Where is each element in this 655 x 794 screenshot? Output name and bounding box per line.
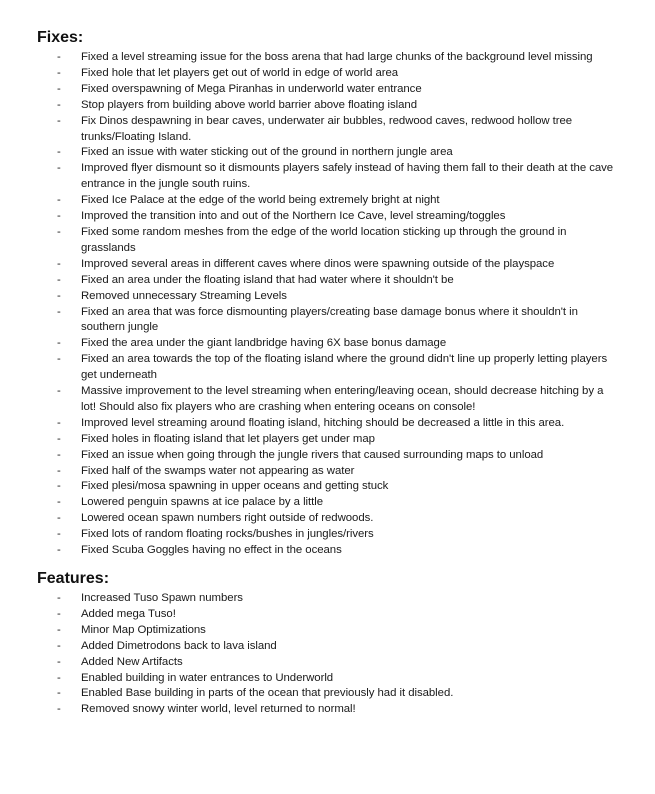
fixes-item-text: Stop players from building above world barrier above floating island [81, 98, 417, 111]
fixes-item-text: Massive improvement to the level streaming when entering/leaving ocean, should decrease hitching by a lot! Should also fix players who are crashing when entering oceans on console! [81, 385, 604, 413]
fixes-item-text: Fixed an issue with water sticking out of the ground in northern jungle area [81, 146, 453, 159]
features-item-text: Added mega Tuso! [81, 607, 176, 620]
fixes-list-item [37, 273, 615, 289]
bullet-dash: - [57, 162, 61, 175]
fixes-list-item [37, 161, 615, 193]
features-list-item [37, 702, 615, 718]
fixes-item-text: Fixed half of the swamps water not appearing as water [81, 464, 355, 477]
bullet-dash: - [57, 480, 61, 493]
fixes-item-text: Lowered ocean spawn numbers right outside of redwoods. [81, 512, 374, 525]
fixes-item-text: Fixed holes in floating island that let players get under map [81, 432, 375, 445]
fixes-item-text: Fix Dinos despawning in bear caves, underwater air bubbles, redwood caves, redwood hollow tree trunks/Floating Island. [81, 114, 573, 143]
fixes-item-text: Fixed lots of random floating rocks/bushes in jungles/rivers [81, 528, 374, 541]
fixes-item-text: Fixed overspawning of Mega Piranhas in underworld water entrance [81, 82, 422, 95]
fixes-item-text: Fixed the area under the giant landbridge having 6X base bonus damage [81, 337, 447, 350]
fixes-list-item [37, 257, 615, 273]
bullet-dash: - [57, 385, 61, 398]
bullet-dash: - [57, 273, 61, 286]
fixes-item-text: Removed unnecessary Streaming Levels [81, 289, 287, 302]
features-item-text: Increased Tuso Spawn numbers [81, 592, 243, 604]
fixes-item-text: Fixed an area that was force dismounting players/creating base damage bonus where it shouldn't in southern jungle [81, 305, 578, 334]
fixes-list-item [37, 479, 615, 495]
fixes-list-item [37, 114, 615, 146]
fixes-list-item [37, 289, 615, 305]
features-list [37, 591, 615, 718]
bullet-dash: - [57, 671, 61, 684]
features-item-text: Added New Artifacts [81, 655, 183, 668]
fixes-item-text: Fixed Ice Palace at the edge of the world being extremely bright at night [81, 194, 440, 207]
fixes-item-text: Fixed a level streaming issue for the boss arena that had large chunks of the background level missing [81, 51, 593, 63]
fixes-list-item [37, 448, 615, 464]
bullet-dash: - [57, 703, 61, 716]
fixes-list-item [37, 352, 615, 384]
bullet-dash: - [57, 512, 61, 525]
bullet-dash: - [57, 432, 61, 445]
fixes-list-item [37, 495, 615, 511]
fixes-list-item [37, 66, 615, 82]
fixes-list-item [37, 464, 615, 480]
fixes-list-item [37, 305, 615, 337]
fixes-list-item [37, 225, 615, 257]
bullet-dash: - [57, 528, 61, 541]
features-item-text: Minor Map Optimizations [81, 623, 206, 636]
bullet-dash: - [57, 464, 61, 477]
fixes-list-item [37, 543, 615, 559]
fixes-list-item [37, 432, 615, 448]
bullet-dash: - [57, 353, 61, 366]
features-list-item [37, 655, 615, 671]
fixes-item-text: Fixed plesi/mosa spawning in upper oceans and getting stuck [81, 480, 389, 493]
bullet-dash: - [57, 687, 61, 700]
bullet-dash: - [57, 210, 61, 223]
fixes-list-item [37, 82, 615, 98]
features-heading: Features: [37, 570, 110, 587]
bullet-dash: - [57, 257, 61, 270]
bullet-dash: - [57, 146, 61, 159]
fixes-heading: Fixes: [37, 29, 84, 46]
bullet-dash: - [57, 639, 61, 652]
bullet-dash: - [57, 496, 61, 509]
fixes-item-text: Fixed hole that let players get out of world in edge of world area [81, 66, 399, 79]
fixes-list-item [37, 209, 615, 225]
bullet-dash: - [57, 66, 61, 79]
fixes-item-text: Improved several areas in different caves where dinos were spawning outside of the playspace [81, 257, 555, 270]
bullet-dash: - [57, 305, 61, 318]
fixes-list [37, 50, 615, 559]
fixes-list-item [37, 416, 615, 432]
fixes-list-item [37, 145, 615, 161]
bullet-dash: - [57, 607, 61, 620]
features-list-item [37, 607, 615, 623]
features-list-item [37, 639, 615, 655]
bullet-dash: - [57, 416, 61, 429]
features-item-text: Added Dimetrodons back to lava island [81, 639, 277, 652]
fixes-item-text: Fixed some random meshes from the edge of the world location sticking up through the ground in grasslands [81, 225, 567, 254]
fixes-item-text: Fixed an area towards the top of the floating island where the ground didn't line up properly letting players get underneath [81, 353, 608, 382]
bullet-dash: - [57, 225, 61, 238]
features-item-text: Enabled Base building in parts of the ocean that previously had it disabled. [81, 687, 454, 700]
features-list-item [37, 671, 615, 687]
fixes-item-text: Improved the transition into and out of the Northern Ice Cave, level streaming/toggles [81, 210, 506, 223]
bullet-dash: - [57, 592, 61, 604]
bullet-dash: - [57, 194, 61, 207]
fixes-list-item [37, 384, 615, 416]
fixes-item-text: Fixed an area under the floating island that had water where it shouldn't be [81, 273, 454, 286]
features-list-item [37, 591, 615, 607]
fixes-item-text: Fixed an issue when going through the jungle rivers that caused surrounding maps to unload [81, 448, 544, 461]
fixes-item-text: Improved level streaming around floating island, hitching should be decreased a little in this area. [81, 416, 565, 429]
features-list-item [37, 686, 615, 702]
bullet-dash: - [57, 289, 61, 302]
bullet-dash: - [57, 337, 61, 350]
fixes-list-item [37, 193, 615, 209]
bullet-dash: - [57, 544, 61, 557]
fixes-item-text: Improved flyer dismount so it dismounts players safely instead of having them fall to their death at the cave entrance in the jungle south ruins. [81, 162, 614, 191]
fixes-item-text: Fixed Scuba Goggles having no effect in the oceans [81, 544, 342, 557]
features-list-item [37, 623, 615, 639]
fixes-list-item [37, 527, 615, 543]
fixes-list-item [37, 98, 615, 114]
fixes-list-item [37, 511, 615, 527]
bullet-dash: - [57, 51, 61, 63]
bullet-dash: - [57, 448, 61, 461]
bullet-dash: - [57, 98, 61, 111]
bullet-dash: - [57, 623, 61, 636]
bullet-dash: - [57, 114, 61, 127]
fixes-item-text: Lowered penguin spawns at ice palace by a little [81, 496, 324, 509]
fixes-list-item [37, 50, 615, 66]
features-item-text: Enabled building in water entrances to Underworld [81, 671, 334, 684]
bullet-dash: - [57, 82, 61, 95]
bullet-dash: - [57, 655, 61, 668]
features-item-text: Removed snowy winter world, level returned to normal! [81, 703, 356, 716]
fixes-list-item [37, 336, 615, 352]
